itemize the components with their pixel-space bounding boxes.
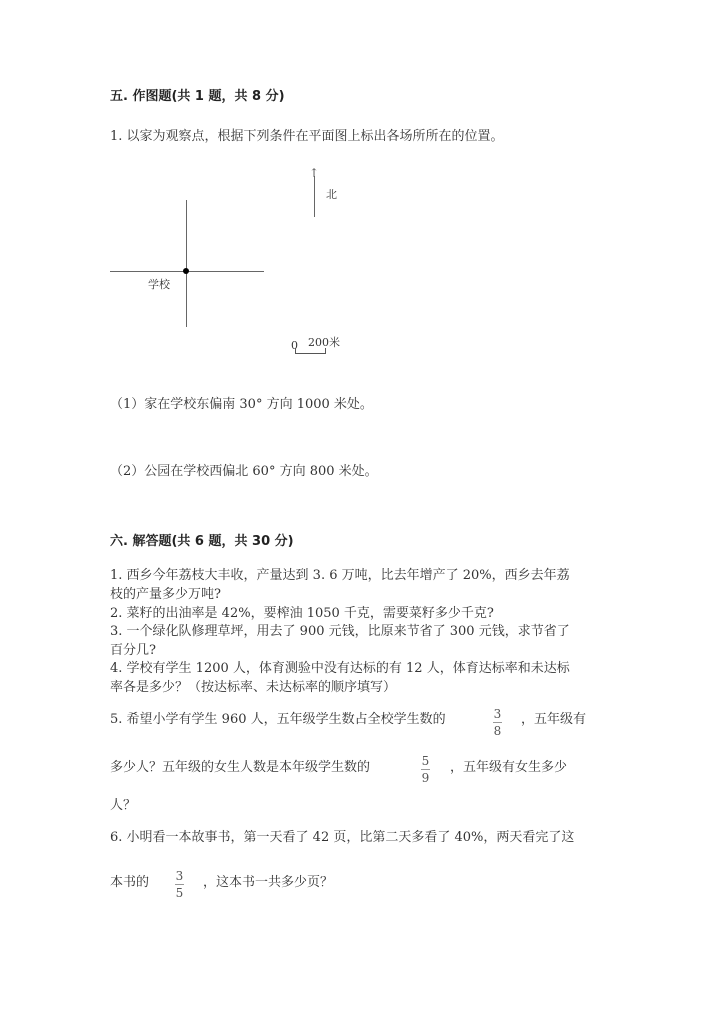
sub-question-2: （2）公园在学校西偏北 60° 方向 800 米处。 xyxy=(110,464,378,479)
question-6-part: 本书的 xyxy=(110,875,150,890)
north-label: 北 xyxy=(326,188,337,201)
question-line: 3. 一个绿化队修理草坪，用去了 900 元钱，比原来节省了 300 元钱，求节省了 xyxy=(110,624,570,639)
section-6-title: 六. 解答题(共 6 题，共 30 分) xyxy=(110,534,294,549)
denominator: 8 xyxy=(493,724,502,738)
numerator: 5 xyxy=(421,754,430,768)
scale-bar xyxy=(295,348,326,354)
school-dot xyxy=(183,268,189,274)
fraction-3-8 xyxy=(493,707,502,738)
arrow-head-icon: ↑ xyxy=(309,166,320,180)
fraction-3-5 xyxy=(175,869,184,900)
scale-zero: 0 xyxy=(291,339,298,352)
numerator: 3 xyxy=(493,707,502,721)
numerator: 3 xyxy=(175,869,184,883)
question-line: 1. 西乡今年荔枝大丰收，产量达到 3. 6 万吨，比去年增产了 20%，西乡去年荔 xyxy=(110,568,570,583)
question-5-part: 多少人？五年级的女生人数是本年级学生数的 xyxy=(110,760,371,775)
fraction-5-9 xyxy=(421,754,430,785)
vertical-axis xyxy=(186,200,187,327)
scale-label: 200米 xyxy=(308,336,340,349)
question-5-part: 5. 希望小学有学生 960 人，五年级学生数占全校学生数的 xyxy=(110,712,446,727)
question-6-part: 6. 小明看一本故事书，第一天看了 42 页，比第二天多看了 40%，两天看完了这 xyxy=(110,830,575,845)
question-line: 4. 学校有学生 1200 人，体育测验中没有达标的有 12 人，体育达标率和未达标 xyxy=(110,661,570,676)
question-line: 枝的产量多少万吨? xyxy=(110,587,221,602)
question-1: 1. 以家为观察点，根据下列条件在平面图上标出各场所所在的位置。 xyxy=(110,129,504,144)
sub-question-1: （1）家在学校东偏南 30° 方向 1000 米处。 xyxy=(110,397,373,412)
question-line: 率各是多少？（按达标率、未达标率的顺序填写） xyxy=(110,680,397,695)
denominator: 5 xyxy=(175,886,184,900)
question-5-part: ，五年级有 xyxy=(521,712,587,727)
section-5-title: 五. 作图题(共 1 题，共 8 分) xyxy=(110,89,285,104)
question-line: 百分几? xyxy=(110,643,156,658)
denominator: 9 xyxy=(421,771,430,785)
question-line: 2. 菜籽的出油率是 42%，要榨油 1050 千克，需要菜籽多少千克? xyxy=(110,606,494,621)
question-5-part: 人？ xyxy=(110,798,137,813)
question-5-part: ，五年级有女生多少 xyxy=(450,760,568,775)
north-arrow-icon xyxy=(314,176,315,217)
school-label: 学校 xyxy=(148,278,170,291)
question-6-part: ，这本书一共多少页？ xyxy=(203,875,334,890)
